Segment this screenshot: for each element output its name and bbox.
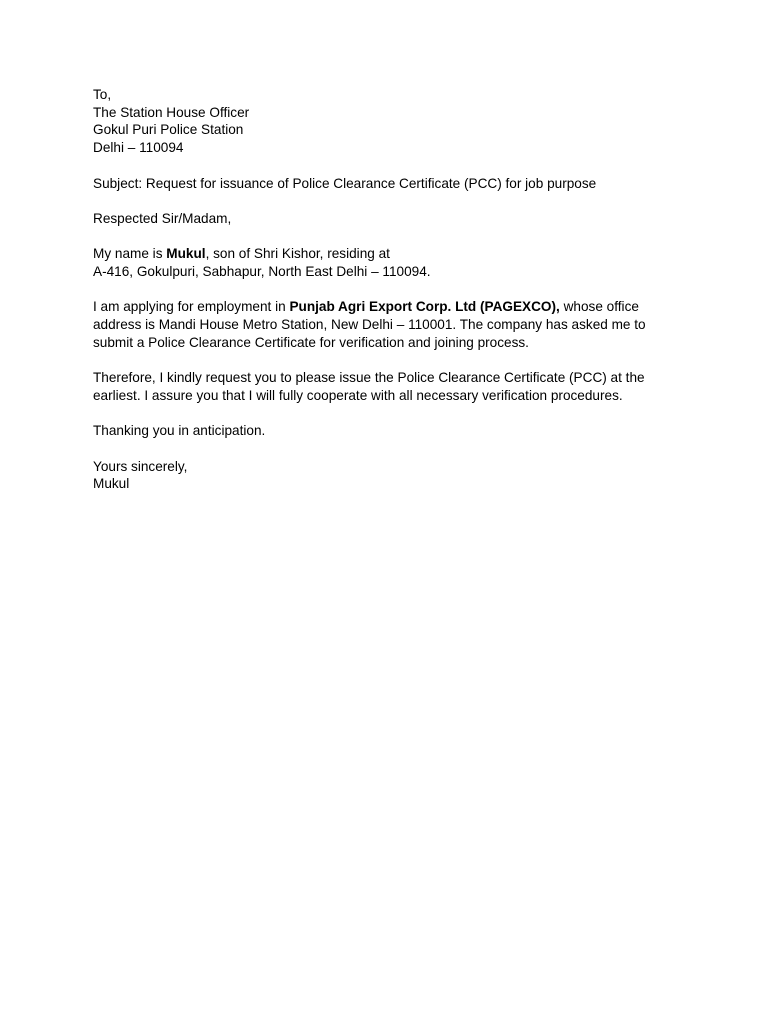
intro-line-1 [93,245,693,263]
employment-line-2: address is Mandi House Metro Station, New Delhi – 110001. The company has asked me to [93,317,646,333]
applicant-name: Mukul [166,246,206,262]
greeting-text: Respected Sir/Madam, [93,210,232,226]
request-line-1: Therefore, I kindly request you to please issue the Police Clearance Certificate (PCC) at the [93,370,645,386]
intro-address: A-416, Gokulpuri, Sabhapur, North East Delhi – 110094. [93,263,431,279]
recipient-to: To, [93,87,112,102]
recipient-city: Delhi – 110094 [93,140,184,156]
subject-line [93,175,693,193]
request-line-2: earliest. I assure you that I will fully cooperate with all necessary verification procedures. [93,387,623,403]
valediction-text: Yours sincerely, [93,458,188,474]
employment-suffix: whose office [559,299,639,315]
intro-suffix: , son of Shri Kishor, residing at [205,246,390,262]
employment-line-1 [93,298,693,316]
company-name: Punjab Agri Export Corp. Ltd (PAGEXCO), [289,299,560,315]
employment-prefix: I am applying for employment in [93,299,290,315]
letter-document [93,86,693,493]
body-paragraph-employment [93,298,693,351]
intro-prefix: My name is [93,246,167,262]
body-paragraph-request [93,369,693,404]
recipient-block [93,86,693,157]
thanks-line [93,422,693,440]
closing-block [93,458,693,493]
recipient-station: Gokul Puri Police Station [93,122,244,138]
recipient-title: The Station House Officer [93,104,250,120]
body-paragraph-introduction [93,245,693,280]
employment-line-3: submit a Police Clearance Certificate for verification and joining process. [93,334,529,350]
thanks-text: Thanking you in anticipation. [93,423,266,439]
greeting-line [93,210,693,228]
subject-text: Subject: Request for issuance of Police Clearance Certificate (PCC) for job purpose [93,175,597,191]
signature-name: Mukul [93,476,130,492]
